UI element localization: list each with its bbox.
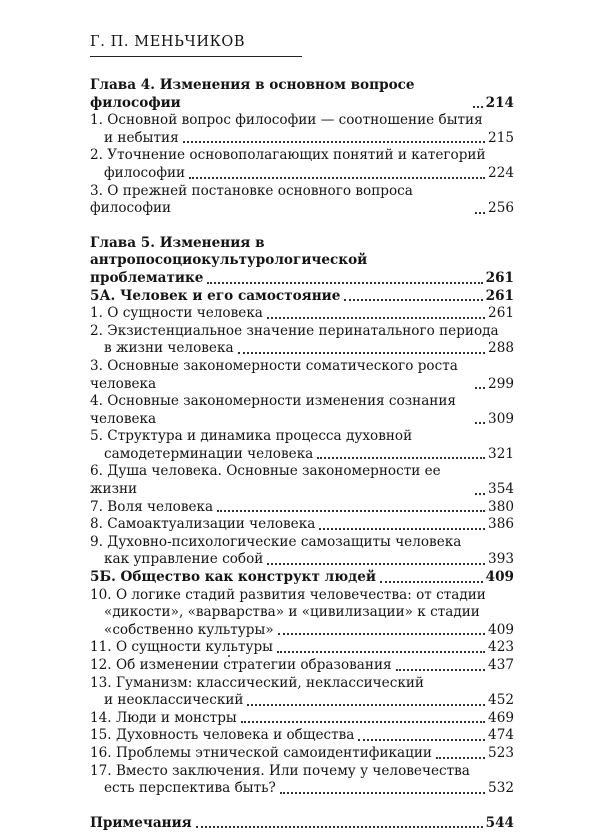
toc-entry xyxy=(90,130,514,148)
section-gap xyxy=(90,798,514,815)
dot-leader xyxy=(473,105,483,108)
toc-entry-title: Примечания xyxy=(90,814,192,831)
dot-leader xyxy=(241,720,485,723)
toc-entry-title: в жизни человека xyxy=(104,340,234,357)
dot-leader xyxy=(247,703,485,706)
dot-leader xyxy=(319,527,485,530)
dot-leader xyxy=(277,650,485,653)
toc-page-number: 544 xyxy=(485,814,514,831)
toc-entry-title: 3. О прежней постановке основного вопроса философии xyxy=(90,182,413,217)
toc-entry xyxy=(90,569,514,587)
ink-speck xyxy=(228,655,230,657)
toc-entry-title: 5. Структура и динамика процесса духовной xyxy=(90,428,413,445)
toc-entry xyxy=(90,288,514,306)
toc-page-number: 423 xyxy=(488,639,514,656)
toc-entry-title: 3. Основные закономерности соматического роста человека xyxy=(90,357,458,392)
toc-entry-title: 4. Основные закономерности изменения сознания человека xyxy=(90,393,457,427)
toc-entry-title: философии xyxy=(104,164,186,181)
running-header: Г. П. МЕНЬЧИКОВ xyxy=(90,34,246,50)
toc-page-number: 299 xyxy=(488,375,514,392)
toc-page-number: 215 xyxy=(488,129,514,146)
toc-entry-title: 17. Вместо заключения. Или почему у человечества xyxy=(90,762,470,779)
toc-entry-title: 5А. Человек и его самостояние xyxy=(90,287,341,304)
toc-entry xyxy=(90,815,514,832)
toc-entry xyxy=(90,551,514,569)
toc-entry xyxy=(90,780,514,798)
dot-leader xyxy=(380,580,483,583)
toc-entry xyxy=(90,692,514,710)
dot-leader xyxy=(280,791,485,794)
toc-entry xyxy=(90,340,514,358)
toc-page-number: 452 xyxy=(488,692,514,709)
toc-entry xyxy=(90,358,514,393)
section-gap xyxy=(90,218,514,235)
toc-entry xyxy=(90,657,514,675)
toc-entry-title: Глава 5. Изменения в антропосоциокультурологической xyxy=(90,234,368,269)
toc-entry xyxy=(90,499,514,517)
toc-entry-title: 2. Уточнение основополагающих понятий и категорий xyxy=(90,147,486,164)
toc-entry xyxy=(90,622,514,640)
toc-entry-title: 15. Духовность человека и общества xyxy=(90,727,355,744)
header-rule xyxy=(90,56,302,57)
toc-entry xyxy=(90,446,514,464)
toc-page-number: 386 xyxy=(488,516,514,533)
dot-leader xyxy=(475,211,485,214)
toc-entry xyxy=(90,147,514,165)
toc-entry xyxy=(90,745,514,763)
toc-page-number: 321 xyxy=(488,445,514,462)
toc-page-number: 256 xyxy=(488,200,514,217)
dot-leader xyxy=(344,298,482,301)
toc-entry xyxy=(90,604,514,622)
toc-entry-title: 5Б. Общество как конструкт людей xyxy=(90,569,376,586)
toc-page-number: 261 xyxy=(485,287,514,304)
toc-page-number: 523 xyxy=(488,744,514,761)
dot-leader xyxy=(217,509,485,512)
toc-entry xyxy=(90,587,514,605)
toc-entry-title: 8. Самоактуализации человека xyxy=(90,516,316,533)
dot-leader xyxy=(317,456,485,459)
toc-entry xyxy=(90,428,514,446)
dot-leader xyxy=(183,140,485,143)
toc-entry-title: 6. Душа человека. Основные закономерности ее жизни xyxy=(90,463,441,498)
toc-entry-title: 7. Воля человека xyxy=(90,498,214,515)
toc-entry xyxy=(90,534,514,552)
toc-entry-title: есть перспектива быть? xyxy=(104,780,276,797)
dot-leader xyxy=(196,825,483,828)
dot-leader xyxy=(475,421,485,424)
dot-leader xyxy=(475,492,485,495)
toc-entry-title: 1. Основной вопрос философии — соотношение бытия xyxy=(90,112,483,129)
toc-entry-title: 12. Об изменении стратегии образования xyxy=(90,657,392,673)
toc-entry xyxy=(90,235,514,270)
toc-entry-title: «собственно культуры» xyxy=(104,621,274,638)
dot-leader xyxy=(475,386,485,389)
toc-page-number: 261 xyxy=(485,269,514,286)
dot-leader xyxy=(267,562,485,565)
toc-page-number: 469 xyxy=(488,709,514,726)
dot-leader xyxy=(207,281,482,284)
dot-leader xyxy=(238,351,486,354)
toc-page-number: 354 xyxy=(488,481,514,498)
dot-leader xyxy=(189,176,485,179)
toc-page-number: 409 xyxy=(488,621,514,638)
toc-entry xyxy=(90,639,514,657)
toc-entry xyxy=(90,77,514,112)
dot-leader xyxy=(436,756,485,759)
toc-page-number: 224 xyxy=(488,164,514,181)
toc-page-number: 437 xyxy=(488,657,514,673)
toc-entry xyxy=(90,463,514,498)
toc-entry xyxy=(90,323,514,341)
toc-entry-title: 9. Духовно-психологические самозащиты человека xyxy=(90,533,462,550)
toc-entry xyxy=(90,165,514,183)
toc-entry-title: Глава 4. Изменения в основном вопросе философии xyxy=(90,77,415,111)
toc-entry-title: 11. О сущности культуры xyxy=(90,639,273,656)
dot-leader xyxy=(396,668,485,671)
dot-leader xyxy=(267,316,485,319)
toc-entry-title: проблематике xyxy=(90,269,204,286)
toc-entry xyxy=(90,727,514,745)
toc-entry xyxy=(90,763,514,781)
toc-page-number: 380 xyxy=(488,498,514,515)
toc-entry-title: самодетерминации человека xyxy=(104,445,314,462)
toc-entry-title: 2. Экзистенциальное значение перинатального периода xyxy=(90,322,499,339)
toc-page-number: 214 xyxy=(485,94,514,111)
toc-entry-title: и небытия xyxy=(104,129,179,146)
toc-page-number: 474 xyxy=(488,727,514,744)
toc-entry xyxy=(90,305,514,323)
toc-page-number: 288 xyxy=(488,340,514,357)
table-of-contents xyxy=(90,77,514,832)
toc-entry xyxy=(90,675,514,693)
toc-entry-title: «дикости», «варварства» и «цивилизации» к стадии xyxy=(104,604,480,621)
toc-page-number: 393 xyxy=(488,551,514,568)
toc-entry xyxy=(90,393,514,428)
toc-entry-title: 14. Люди и монстры xyxy=(90,709,237,726)
toc-entry xyxy=(90,710,514,728)
dot-leader xyxy=(358,738,485,741)
toc-entry xyxy=(90,516,514,534)
toc-page-number: 309 xyxy=(488,410,514,427)
toc-entry-title: как управление собой xyxy=(104,551,264,568)
toc-page-number: 409 xyxy=(485,569,514,586)
dot-leader xyxy=(278,632,485,635)
toc-entry-title: и неоклассический xyxy=(104,692,244,709)
toc-entry-title: 13. Гуманизм: классический, неклассический xyxy=(90,674,424,691)
toc-entry-title: 10. О логике стадий развития человечества: от стадии xyxy=(90,586,486,603)
toc-entry-title: 16. Проблемы этнической самоидентификации xyxy=(90,744,432,761)
toc-entry xyxy=(90,112,514,130)
toc-entry xyxy=(90,183,514,218)
toc-page-number: 532 xyxy=(488,780,514,797)
toc-entry-title: 1. О сущности человека xyxy=(90,305,263,322)
toc-entry xyxy=(90,270,514,288)
toc-page-number: 261 xyxy=(488,305,514,322)
